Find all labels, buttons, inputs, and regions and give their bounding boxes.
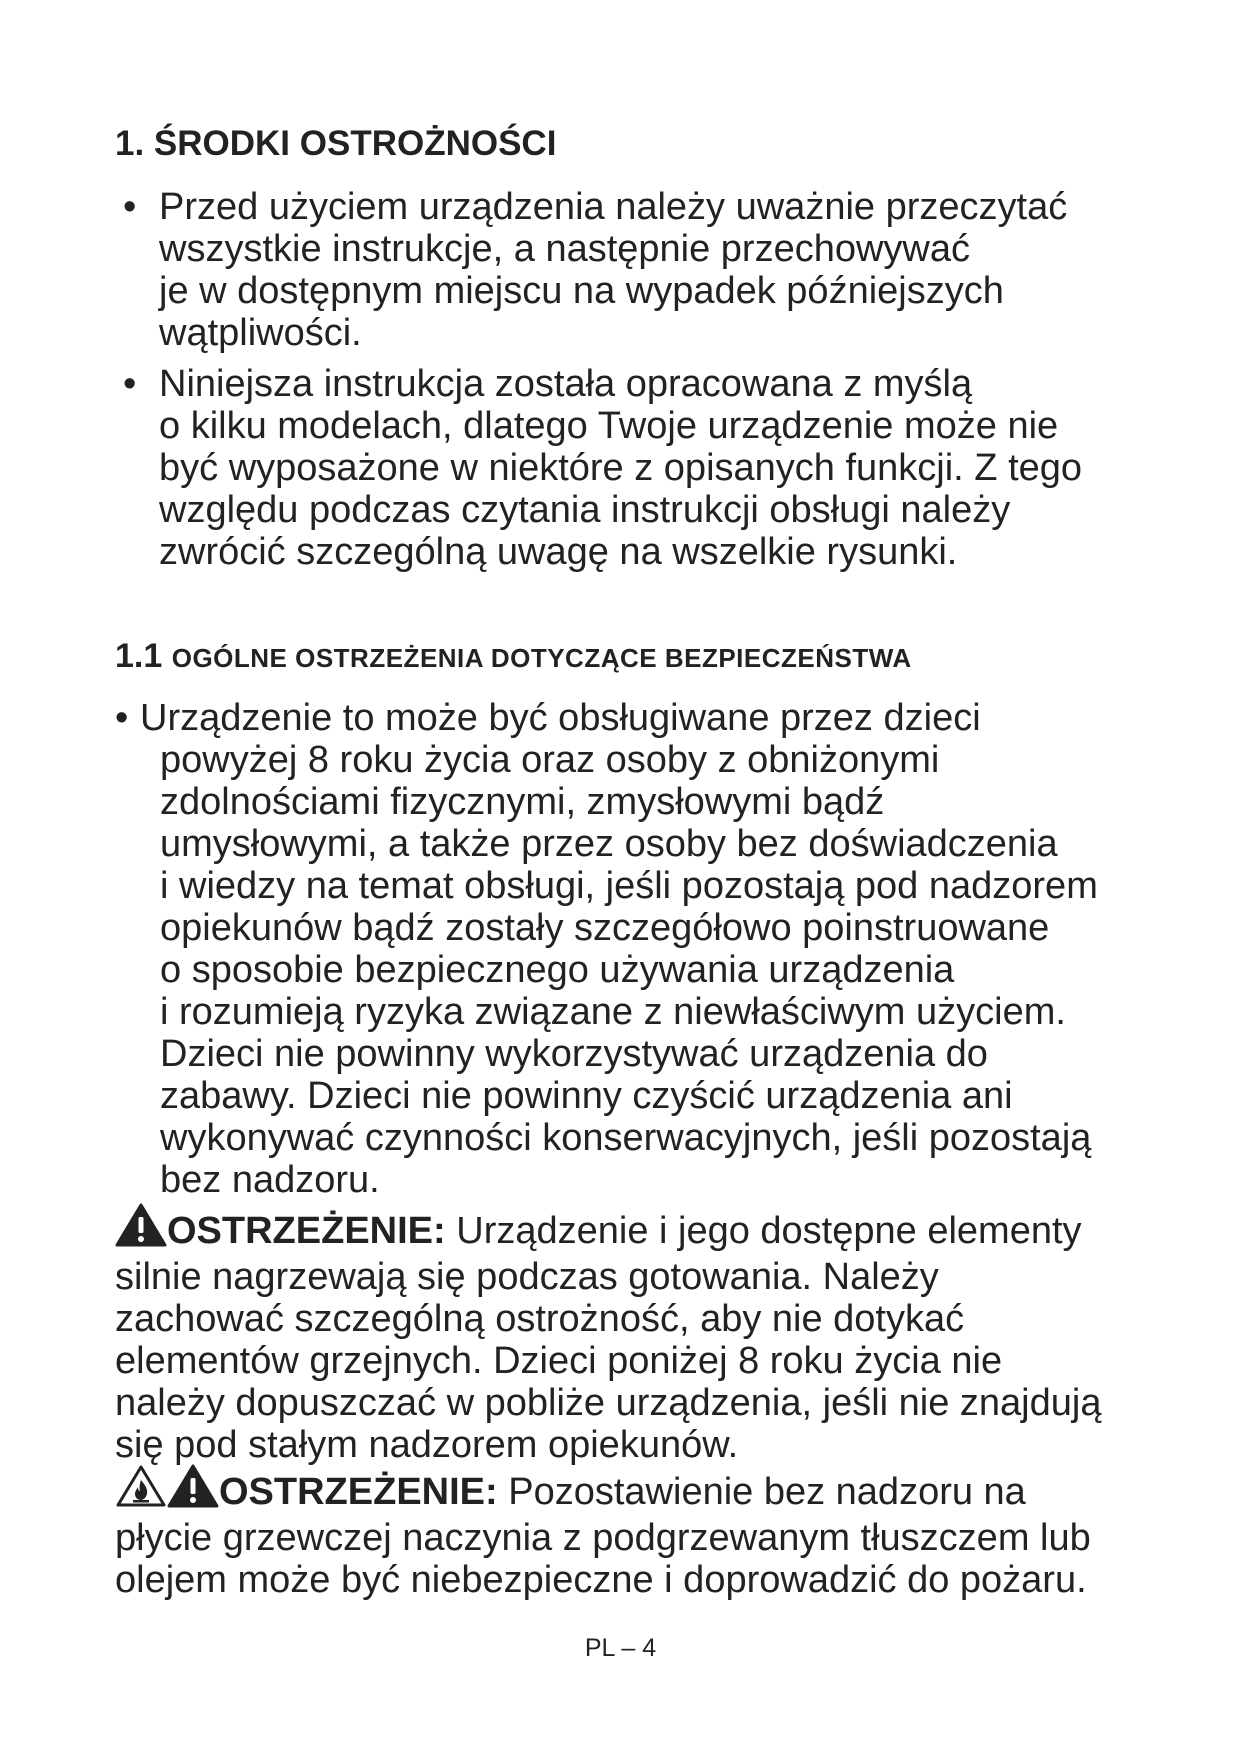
text-line: powyżej 8 roku życia oraz osoby z obniżonymi <box>160 739 940 781</box>
text-line: wątpliwości. <box>159 312 362 354</box>
text-line: elementów grzejnych. Dzieci poniżej 8 roku życia nie <box>115 1340 1003 1382</box>
text-line: względu podczas czytania instrukcji obsługi należy <box>159 489 1011 531</box>
text-line: zabawy. Dzieci nie powinny czyścić urządzenia ani <box>160 1075 1013 1117</box>
bullet-dot: • <box>123 186 137 228</box>
text-line: zachować szczególną ostrożność, aby nie dotykać <box>115 1298 965 1340</box>
text-line: należy dopuszczać w pobliże urządzenia, jeśli nie znajdują <box>115 1382 1102 1424</box>
text-line: opiekunów bądź zostały szczegółowo poinstruowane <box>160 907 1050 949</box>
text-line: Dzieci nie powinny wykorzystywać urządzenia do <box>160 1033 988 1075</box>
text-line: płycie grzewczej naczynia z podgrzewanym tłuszczem lub <box>115 1517 1091 1559</box>
fire-hazard-icon <box>115 1464 167 1517</box>
text-line: o sposobie bezpiecznego używania urządzenia <box>160 949 955 991</box>
text-line: umysłowymi, a także przez osoby bez doświadczenia <box>160 823 1058 865</box>
text-line: być wyposażone w niektóre z opisanych funkcji. Z tego <box>159 447 1083 489</box>
bullet-text <box>140 697 1200 1201</box>
text-line: wykonywać czynności konserwacyjnych, jeśli pozostają <box>160 1117 1092 1159</box>
text-line: Niniejsza instrukcja została opracowana z myślą <box>159 363 973 405</box>
warning-text: Pozostawienie bez nadzoru na <box>508 1471 1026 1513</box>
text-line: się pod stałym nadzorem opiekunów. <box>115 1424 739 1466</box>
text-line: bez nadzoru. <box>160 1159 380 1201</box>
bullet-text <box>159 186 1219 354</box>
warning-block <box>115 1203 1175 1466</box>
subsection-heading <box>115 637 912 676</box>
text-line: je w dostępnym miejscu na wypadek późniejszych <box>159 270 1004 312</box>
text-line: olejem może być niebezpieczne i doprowadzić do pożaru. <box>115 1559 1087 1601</box>
warning-first-line <box>115 1203 1175 1256</box>
warning-text: Urządzenie i jego dostępne elementy <box>456 1210 1082 1252</box>
page-number: PL – 4 <box>584 1634 657 1662</box>
warning-block <box>115 1464 1175 1601</box>
section-heading: 1. ŚRODKI OSTROŻNOŚCI <box>115 124 557 163</box>
text-line: Przed użyciem urządzenia należy uważnie przeczytać <box>159 186 1068 228</box>
text-line: zdolnościami fizycznymi, zmysłowymi bądź <box>160 781 885 823</box>
subsection-number: 1.1 <box>115 637 163 675</box>
text-line: Urządzenie to może być obsługiwane przez dzieci <box>140 697 981 739</box>
subsection-title: OGÓLNE OSTRZEŻENIA DOTYCZĄCE BEZPIECZEŃSTWA <box>171 643 912 673</box>
bullet-dot: • <box>115 697 129 739</box>
text-line: i wiedzy na temat obsługi, jeśli pozostają pod nadzorem <box>160 865 1098 907</box>
text-line: i rozumieją ryzyka związane z niewłaściwym użyciem. <box>160 991 1066 1033</box>
text-line: silnie nagrzewają się podczas gotowania. Należy <box>115 1256 939 1298</box>
text-line: wszystkie instrukcje, a następnie przechowywać <box>159 228 971 270</box>
bullet-text <box>159 363 1219 573</box>
warning-triangle-icon <box>115 1203 167 1256</box>
warning-first-line <box>115 1464 1175 1517</box>
warning-label: OSTRZEŻENIE: <box>219 1471 498 1513</box>
bullet-dot: • <box>123 363 137 405</box>
warning-triangle-icon <box>167 1464 219 1517</box>
warning-label: OSTRZEŻENIE: <box>167 1210 446 1252</box>
text-line: zwrócić szczególną uwagę na wszelkie rysunki. <box>159 531 958 573</box>
text-line: o kilku modelach, dlatego Twoje urządzenie może nie <box>159 405 1059 447</box>
